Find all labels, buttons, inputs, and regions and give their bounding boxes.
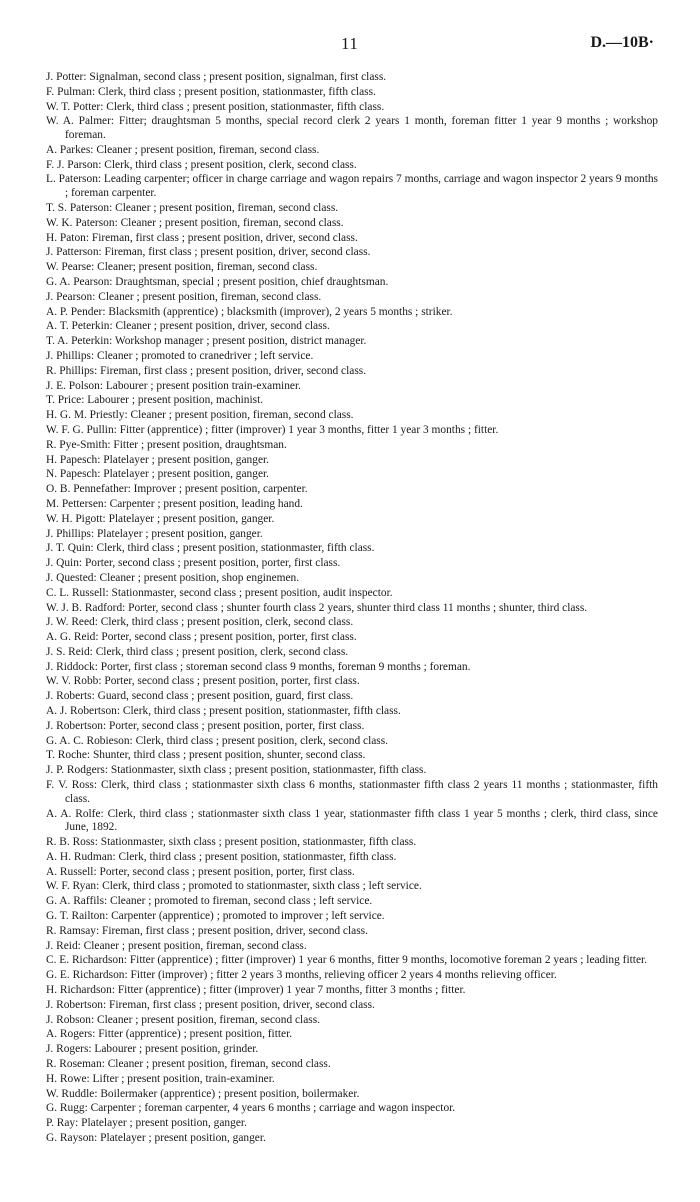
- staff-record-entry: [46, 1117, 658, 1131]
- service-record-text: Stationmaster, sixth class ; present position, stationmaster, fifth class.: [110, 764, 427, 777]
- service-record-text: Workshop manager ; present position, district manager.: [114, 335, 367, 348]
- name-separator: :: [109, 201, 116, 214]
- employee-name: J. E. Polson: [46, 379, 100, 392]
- name-separator: :: [104, 895, 111, 908]
- service-record-text: Porter, second class ; present position, porter, first class.: [101, 631, 357, 644]
- staff-record-list: [46, 71, 658, 1147]
- employee-name: J. Robertson: [46, 998, 103, 1011]
- service-record-text: Fireman, first class ; present position, driver, second class.: [104, 246, 371, 259]
- service-record-text: Cleaner ; present position, fireman, second class.: [107, 1058, 331, 1071]
- name-separator: :: [77, 939, 84, 952]
- service-record-text: Platelayer ; present position, ganger.: [108, 512, 275, 525]
- employee-name: R. Phillips: [46, 364, 95, 377]
- staff-record-entry: [46, 1028, 658, 1042]
- staff-record-entry: [46, 394, 658, 408]
- employee-name: A. G. Reid: [46, 631, 96, 644]
- name-separator: :: [89, 645, 96, 658]
- name-separator: :: [98, 246, 105, 259]
- employee-name: J. Phillips: [46, 349, 91, 362]
- service-record-text: Porter, first class ; storeman second class 9 months, foreman 9 months ; foreman.: [100, 660, 471, 673]
- service-record-text: Labourer ; present position train-examiner.: [105, 379, 301, 392]
- employee-name: N. Papesch: [46, 468, 98, 481]
- name-separator: :: [93, 865, 100, 878]
- service-record-text: Fireman, first class ; present position, driver, second class.: [108, 998, 375, 1011]
- page-number: 11: [341, 34, 359, 53]
- employee-name: C. E. Richardson: [46, 954, 124, 967]
- employee-name: C. L. Russell: [46, 586, 106, 599]
- employee-name: T. Roche: [46, 749, 87, 762]
- employee-name: J. Patterson: [46, 246, 99, 259]
- name-separator: :: [75, 1117, 82, 1130]
- service-record-text: Clerk, third class ; present position, clerk, second class.: [104, 158, 357, 171]
- name-separator: :: [93, 779, 102, 792]
- name-separator: :: [96, 924, 103, 937]
- name-separator: :: [111, 984, 118, 997]
- name-separator: :: [98, 158, 105, 171]
- staff-record-entry: [46, 320, 658, 334]
- employee-name: L. Paterson: [46, 173, 98, 186]
- staff-record-entry: [46, 424, 658, 438]
- staff-record-entry: [46, 276, 658, 290]
- service-record-text: Fitter (apprentice) ; fitter (improver) 1 year 7 months, fitter 3 months ; fitter.: [117, 984, 466, 997]
- staff-record-entry: [46, 720, 658, 734]
- service-record-text: Platelayer ; present position, ganger.: [81, 1117, 247, 1130]
- employee-name: H. Paton: [46, 231, 86, 244]
- staff-record-entry: [46, 513, 658, 527]
- employee-name: W. F. Ryan: [46, 880, 97, 893]
- name-separator: :: [127, 483, 134, 496]
- name-separator: :: [94, 660, 101, 673]
- service-record-text: Clerk, third class ; present position, clerk, second class.: [100, 616, 354, 629]
- staff-record-entry: [46, 498, 658, 512]
- employee-name: J. Quin: [46, 557, 79, 570]
- service-record-text: Clerk, third class ; stationmaster sixth class 6 months, stationmaster fifth class 2 years 11 months ; stationmaster, fifth class.: [65, 779, 658, 805]
- name-separator: :: [94, 836, 101, 849]
- staff-record-entry: [46, 910, 658, 924]
- service-record-text: Cleaner ; present position, fireman, second class.: [115, 201, 339, 214]
- service-record-text: Labourer ; present position, machinist.: [87, 394, 264, 407]
- staff-record-entry: [46, 851, 658, 865]
- staff-record-entry: [46, 866, 658, 880]
- name-separator: :: [78, 557, 85, 570]
- service-record-text: Clerk, third class ; present position, stationmaster, fifth class.: [97, 85, 376, 98]
- employee-name: W. J. B. Radford: [46, 601, 123, 614]
- staff-record-entry: [46, 587, 658, 601]
- service-record-text: Guard, second class ; present position, guard, first class.: [97, 690, 354, 703]
- service-record-text: Clerk, third class ; present position, clerk, second class.: [135, 734, 388, 747]
- employee-name: H. Richardson: [46, 984, 112, 997]
- name-separator: :: [105, 586, 112, 599]
- service-record-text: Stationmaster, second class ; present position, audit inspector.: [111, 586, 393, 599]
- staff-record-entry: [46, 895, 658, 909]
- name-separator: :: [102, 719, 109, 732]
- page-header: [0, 34, 700, 58]
- employee-name: A. Rogers: [46, 1028, 93, 1041]
- staff-record-entry: [46, 246, 658, 260]
- service-record-text: Clerk, third class ; present position, stationmaster, fifth class.: [118, 850, 397, 863]
- staff-record-entry: [46, 439, 658, 453]
- name-separator: :: [122, 601, 129, 614]
- staff-record-entry: [46, 764, 658, 778]
- name-separator: :: [99, 379, 106, 392]
- name-separator: :: [113, 423, 120, 436]
- employee-name: J. Quested: [46, 571, 94, 584]
- staff-record-entry: [46, 101, 658, 115]
- staff-record-entry: [46, 528, 658, 542]
- service-record-text: Porter, second class ; present position, porter, first class.: [104, 675, 360, 688]
- employee-name: J. W. Reed: [46, 616, 95, 629]
- employee-name: J. T. Quin: [46, 542, 91, 555]
- service-record-text: Fitter (improver) ; fitter 2 years 3 months, relieving officer 2 years 4 months relieving officer.: [130, 969, 557, 982]
- name-separator: :: [104, 764, 111, 777]
- name-separator: :: [102, 305, 109, 318]
- name-separator: :: [92, 1028, 99, 1041]
- name-separator: :: [90, 542, 97, 555]
- service-record-text: Cleaner ; present position, fireman, second class.: [83, 939, 307, 952]
- name-separator: :: [102, 998, 109, 1011]
- employee-name: M. Pettersen: [46, 497, 104, 510]
- name-separator: :: [86, 749, 93, 762]
- name-separator: :: [100, 100, 107, 113]
- employee-name: A. A. Rolfe: [46, 807, 101, 820]
- employee-name: A. P. Pender: [46, 305, 103, 318]
- name-separator: :: [109, 335, 115, 348]
- employee-name: W. F. G. Pullin: [46, 423, 114, 436]
- employee-name: W. T. Potter: [46, 100, 101, 113]
- staff-record-entry: [46, 616, 658, 630]
- staff-record-entry: [46, 557, 658, 571]
- staff-record-entry: [46, 631, 658, 645]
- name-separator: :: [93, 571, 100, 584]
- service-record-text: Fitter (apprentice) ; fitter (improver) 1 year 6 months, fitter 9 months, locomotive foreman 2 years ; leading fitter.: [129, 954, 648, 967]
- name-separator: :: [84, 1102, 91, 1115]
- name-separator: :: [98, 675, 105, 688]
- service-record-text: Signalman, second class ; present position, signalman, first class.: [89, 71, 387, 83]
- employee-name: F. J. Parson: [46, 158, 99, 171]
- service-record-text: Porter, second class ; present position, porter, first class.: [84, 557, 341, 570]
- employee-name: J. Riddock: [46, 660, 95, 673]
- service-record-text: Cleaner ; promoted to cranedriver ; left service.: [96, 349, 314, 362]
- name-separator: :: [100, 807, 108, 820]
- employee-name: J. P. Rodgers: [46, 764, 105, 777]
- employee-name: W. Ruddle: [46, 1087, 95, 1100]
- service-record-text: Clerk, third class ; present position, stationmaster, fifth class.: [96, 542, 375, 555]
- service-record-text: Fireman, first class ; present position, driver, second class.: [102, 924, 368, 937]
- service-record-text: Draughtsman, special ; present position, chief draughtsman.: [115, 275, 389, 288]
- staff-record-entry: [46, 468, 658, 482]
- service-record-text: Cleaner ; present position, driver, second class.: [115, 320, 330, 333]
- staff-record-entry: [46, 1073, 658, 1087]
- employee-name: P. Ray: [46, 1117, 76, 1130]
- service-record-text: Clerk, third class ; stationmaster sixth class 1 year, stationmaster fifth class 1 year 5 months ; clerk, third class, since June, 1892.: [65, 807, 658, 834]
- employee-name: T. Price: [46, 394, 82, 407]
- employee-name: G. A. C. Robieson: [46, 734, 130, 747]
- employee-name: G. E. Richardson: [46, 969, 125, 982]
- name-separator: :: [94, 1087, 101, 1100]
- employee-name: W. H. Pigott: [46, 512, 103, 525]
- staff-record-entry: [46, 86, 658, 100]
- staff-record-entry: [46, 1014, 658, 1028]
- staff-record-entry: [46, 159, 658, 173]
- employee-name: G. Rayson: [46, 1132, 95, 1144]
- service-record-text: Platelayer ; present position, ganger.: [100, 1132, 266, 1144]
- employee-name: W. K. Paterson: [46, 216, 115, 229]
- staff-record-entry: [46, 202, 658, 216]
- employee-name: J. Robertson: [46, 719, 103, 732]
- staff-record-entry: [46, 365, 658, 379]
- name-separator: :: [103, 497, 110, 510]
- staff-record-entry: [46, 1102, 658, 1116]
- staff-record-entry: [46, 779, 658, 806]
- service-record-text: Cleaner; present position, fireman, second class.: [97, 261, 318, 274]
- staff-record-entry: [46, 144, 658, 158]
- staff-record-entry: [46, 71, 658, 85]
- service-record-text: Improver ; present position, carpenter.: [133, 483, 308, 496]
- employee-name: J. Robson: [46, 1013, 91, 1026]
- employee-name: R. B. Ross: [46, 836, 95, 849]
- staff-record-entry: [46, 925, 658, 939]
- staff-record-entry: [46, 836, 658, 850]
- name-separator: :: [81, 394, 88, 407]
- service-record-text: Cleaner ; present position, shop enginemen.: [99, 571, 300, 584]
- service-record-text: Fitter (apprentice) ; fitter (improver) 1 year 3 months, fitter 1 year 3 months ; fitter.: [119, 423, 499, 436]
- service-record-text: Cleaner ; present position, fireman, second class.: [130, 409, 354, 422]
- staff-record-entry: [46, 483, 658, 497]
- service-record-text: Cleaner ; present position, fireman, second class.: [98, 290, 322, 303]
- service-record-text: Fireman, first class ; present position, driver, second class.: [91, 231, 358, 244]
- name-separator: :: [90, 527, 97, 540]
- staff-record-entry: [46, 115, 658, 142]
- employee-name: F. Pulman: [46, 85, 92, 98]
- staff-record-entry: [46, 954, 658, 968]
- document-code: D.—10B·: [590, 34, 654, 51]
- service-record-text: Porter, second class ; present position, porter, first class.: [108, 719, 365, 732]
- staff-record-entry: [46, 232, 658, 246]
- name-separator: :: [97, 173, 104, 186]
- name-separator: :: [129, 734, 136, 747]
- staff-record-entry: [46, 350, 658, 364]
- service-record-text: Fitter ; present position, draughtsman.: [113, 438, 287, 451]
- staff-record-entry: [46, 969, 658, 983]
- service-record-text: Fitter (apprentice) ; present position, fitter.: [98, 1028, 293, 1041]
- staff-record-entry: [46, 749, 658, 763]
- staff-record-entry: [46, 409, 658, 423]
- name-separator: :: [94, 1132, 101, 1144]
- employee-name: G. Rugg: [46, 1102, 85, 1115]
- employee-name: H. Rowe: [46, 1072, 87, 1085]
- staff-record-entry: [46, 705, 658, 719]
- staff-record-entry: [46, 454, 658, 468]
- name-separator: :: [88, 1043, 95, 1056]
- staff-record-entry: [46, 940, 658, 954]
- staff-record-entry: [46, 808, 658, 835]
- service-record-text: Carpenter ; foreman carpenter, 4 years 6 months ; carriage and wagon inspector.: [90, 1102, 456, 1115]
- employee-name: W. V. Robb: [46, 675, 99, 688]
- service-record-text: Carpenter ; present position, leading hand.: [109, 497, 303, 510]
- employee-name: T. A. Peterkin: [46, 335, 110, 348]
- name-separator: :: [90, 143, 97, 156]
- employee-name: R. Roseman: [46, 1058, 102, 1071]
- staff-record-entry: [46, 380, 658, 394]
- name-separator: :: [107, 438, 114, 451]
- service-record-text: Porter, second class ; present position, porter, first class.: [99, 865, 355, 878]
- name-separator: :: [101, 1058, 108, 1071]
- name-separator: :: [83, 71, 90, 83]
- employee-name: R. Ramsay: [46, 924, 96, 937]
- staff-record-entry: [46, 646, 658, 660]
- name-separator: :: [124, 969, 131, 982]
- employee-name: J. Roberts: [46, 690, 92, 703]
- employee-name: A. T. Peterkin: [46, 320, 110, 333]
- service-record-text: Clerk, third class ; present position, clerk, second class.: [95, 645, 349, 658]
- staff-record-entry: [46, 602, 658, 616]
- name-separator: :: [116, 705, 123, 718]
- staff-record-entry: [46, 735, 658, 749]
- name-separator: :: [109, 275, 116, 288]
- service-record-text: Cleaner ; present position, fireman, second class.: [120, 216, 344, 229]
- name-separator: :: [94, 364, 101, 377]
- employee-name: A. Russell: [46, 865, 94, 878]
- service-record-text: Clerk, third class ; promoted to stationmaster, sixth class ; left service.: [102, 880, 422, 893]
- employee-name: A. H. Rudman: [46, 850, 113, 863]
- staff-record-entry: [46, 173, 658, 200]
- service-record-text: Leading carpenter; officer in charge carriage and wagon repairs 7 months, carriage and wagon inspector 2 years 9 months ; foreman carpenter.: [65, 173, 658, 200]
- name-separator: :: [105, 910, 112, 923]
- staff-record-entry: [46, 335, 658, 349]
- service-record-text: Platelayer ; present position, ganger.: [96, 527, 263, 540]
- name-separator: :: [109, 320, 116, 333]
- staff-record-entry: [46, 690, 658, 704]
- service-record-text: Fireman, first class ; present position, driver, second class.: [100, 364, 367, 377]
- service-record-text: Clerk, third class ; present position, stationmaster, fifth class.: [122, 705, 401, 718]
- name-separator: :: [123, 954, 130, 967]
- name-separator: :: [85, 231, 92, 244]
- name-separator: :: [95, 631, 102, 644]
- employee-name: A. Parkes: [46, 143, 91, 156]
- name-separator: :: [92, 290, 99, 303]
- service-record-text: Platelayer ; present position, ganger.: [103, 468, 270, 481]
- name-separator: :: [90, 349, 97, 362]
- service-record-text: Shunter, third class ; present position, shunter, second class.: [92, 749, 366, 762]
- employee-name: G. A. Pearson: [46, 275, 110, 288]
- employee-name: J. Reid: [46, 939, 78, 952]
- staff-record-entry: [46, 675, 658, 689]
- employee-name: J. Pearson: [46, 290, 93, 303]
- staff-record-entry: [46, 291, 658, 305]
- employee-name: J. Phillips: [46, 527, 91, 540]
- staff-record-entry: [46, 1058, 658, 1072]
- service-record-text: Carpenter (apprentice) ; promoted to improver ; left service.: [111, 910, 385, 923]
- service-record-text: Platelayer ; present position, ganger.: [103, 453, 270, 466]
- name-separator: :: [96, 880, 103, 893]
- employee-name: G. T. Railton: [46, 910, 106, 923]
- employee-name: T. S. Paterson: [46, 201, 110, 214]
- service-record-text: Cleaner ; present position, fireman, second class.: [96, 143, 320, 156]
- employee-name: W. A. Palmer: [46, 115, 111, 128]
- staff-record-entry: [46, 880, 658, 894]
- service-record-text: Cleaner ; promoted to fireman, second class ; left service.: [110, 895, 373, 908]
- service-record-text: Fitter; draughtsman 5 months, special record clerk 2 years 1 month, foreman fitter 1 year 9 months ; workshop foreman.: [65, 115, 658, 142]
- name-separator: :: [91, 261, 98, 274]
- employee-name: W. Pearse: [46, 261, 92, 274]
- employee-name: O. B. Pennefather: [46, 483, 128, 496]
- staff-record-entry: [46, 261, 658, 275]
- staff-record-entry: [46, 1043, 658, 1057]
- name-separator: :: [86, 1072, 93, 1085]
- employee-name: J. Potter: [46, 71, 84, 83]
- employee-name: H. Papesch: [46, 453, 98, 466]
- employee-name: R. Pye-Smith: [46, 438, 108, 451]
- name-separator: :: [112, 850, 119, 863]
- staff-record-entry: [46, 984, 658, 998]
- name-separator: :: [94, 616, 101, 629]
- name-separator: :: [102, 512, 109, 525]
- service-record-text: Boilermaker (apprentice) ; present position, boilermaker.: [100, 1087, 360, 1100]
- name-separator: :: [91, 85, 98, 98]
- employee-name: J. Rogers: [46, 1043, 89, 1056]
- staff-record-entry: [46, 999, 658, 1013]
- employee-name: G. A. Raffils: [46, 895, 105, 908]
- employee-name: J. S. Reid: [46, 645, 90, 658]
- staff-record-entry: [46, 542, 658, 556]
- employee-name: F. V. Ross: [46, 779, 94, 792]
- name-separator: :: [97, 453, 104, 466]
- name-separator: :: [114, 216, 121, 229]
- employee-name: A. J. Robertson: [46, 705, 117, 718]
- service-record-text: Lifter ; present position, train-examiner.: [92, 1072, 275, 1085]
- service-record-text: Porter, second class ; shunter fourth class 2 years, shunter third class 11 months ; shunter, third class.: [128, 601, 588, 614]
- service-record-text: Cleaner ; present position, fireman, second class.: [96, 1013, 320, 1026]
- name-separator: :: [110, 115, 119, 128]
- employee-name: H. G. M. Priestly: [46, 409, 125, 422]
- staff-record-entry: [46, 1132, 658, 1146]
- name-separator: :: [97, 468, 104, 481]
- staff-record-entry: [46, 306, 658, 320]
- staff-record-entry: [46, 1088, 658, 1102]
- name-separator: :: [91, 690, 98, 703]
- name-separator: :: [124, 409, 131, 422]
- staff-record-entry: [46, 661, 658, 675]
- service-record-text: Clerk, third class ; present position, stationmaster, fifth class.: [106, 100, 385, 113]
- service-record-text: Blacksmith (apprentice) ; blacksmith (improver), 2 years 5 months ; striker.: [108, 305, 453, 318]
- staff-record-entry: [46, 217, 658, 231]
- service-record-text: Labourer ; present position, grinder.: [94, 1043, 259, 1056]
- name-separator: :: [90, 1013, 97, 1026]
- staff-record-entry: [46, 572, 658, 586]
- service-record-text: Stationmaster, sixth class ; present position, stationmaster, fifth class.: [100, 836, 417, 849]
